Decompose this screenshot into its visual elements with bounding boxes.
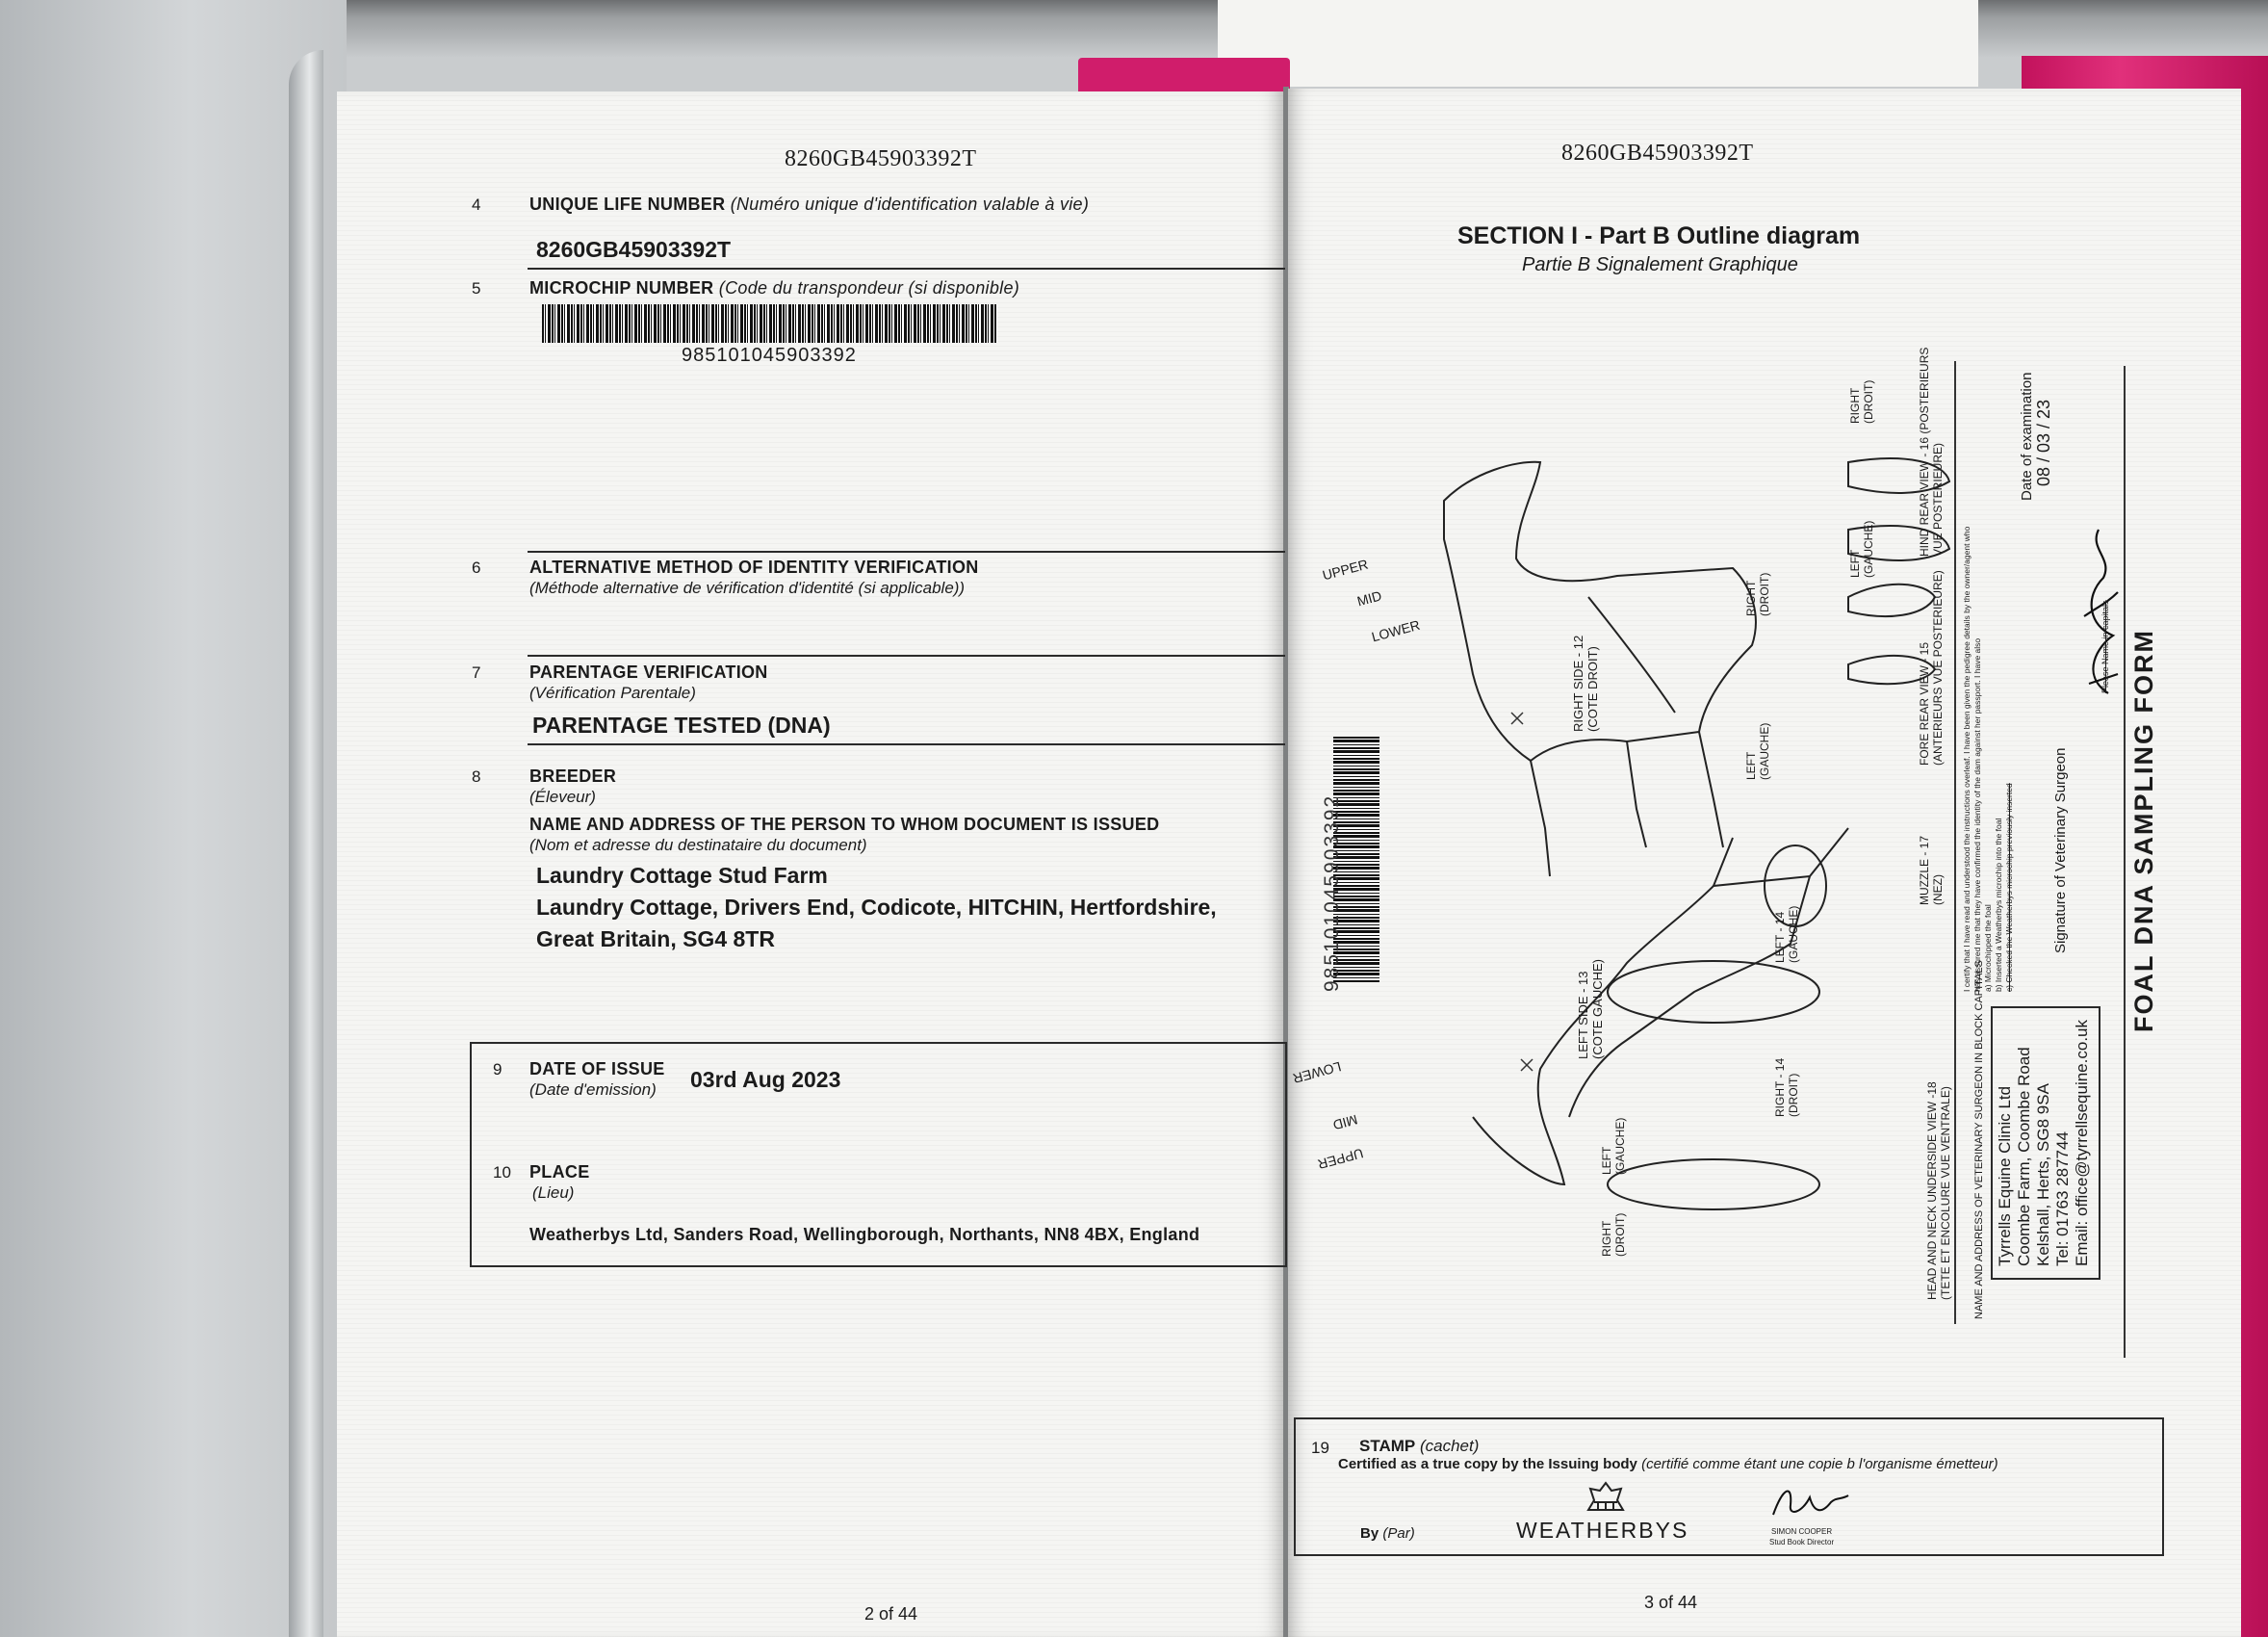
divider bbox=[528, 655, 1285, 657]
alt-identity-label: ALTERNATIVE METHOD OF IDENTITY VERIFICATION bbox=[529, 558, 979, 577]
section-number: 4 bbox=[472, 195, 481, 214]
certified-copy-text: Certified as a true copy by the Issuing body (certifié comme étant une copie b l'organisme émetteur) bbox=[1338, 1456, 1998, 1472]
divider bbox=[528, 551, 1285, 553]
unique-life-number-value: 8260GB45903392T bbox=[536, 237, 732, 262]
date-of-issue-label-fr: (Date d'emission) bbox=[529, 1080, 657, 1099]
label-right-fore: RIGHT (DROIT) bbox=[1744, 572, 1771, 616]
vet-address bbox=[1996, 1020, 2092, 1266]
divider bbox=[528, 743, 1285, 745]
date-of-examination-label: Date of examination bbox=[2019, 372, 2035, 501]
section-subtitle: Partie B Signalement Graphique bbox=[1522, 254, 1798, 275]
recipient-label-fr: (Nom et adresse du destinataire du document) bbox=[529, 836, 867, 854]
unique-life-number-label: UNIQUE LIFE NUMBER (Numéro unique d'identification valable à vie) bbox=[529, 195, 1090, 214]
parentage-verification-value: PARENTAGE TESTED (DNA) bbox=[532, 713, 831, 738]
section-number: 5 bbox=[472, 279, 481, 298]
form-title: FOAL DNA SAMPLING FORM bbox=[2129, 629, 2158, 1032]
head-views bbox=[1608, 845, 1826, 1209]
annotation-marks bbox=[1511, 713, 1533, 1071]
place-label: PLACE bbox=[529, 1162, 590, 1182]
label-left-14: LEFT - 14 (GAUCHE) bbox=[1773, 905, 1800, 963]
microchip-number-label: MICROCHIP NUMBER (Code du transpondeur (si disponible) bbox=[529, 278, 1020, 298]
label-mid: MID bbox=[1355, 587, 1383, 610]
by-label: By (Par) bbox=[1360, 1525, 1415, 1542]
section-number: 8 bbox=[472, 767, 481, 786]
label-head-neck: HEAD AND NECK UNDERSIDE VIEW -18 (TETE ET ENCOLURE VUE VENTRALE) bbox=[1925, 1081, 1952, 1300]
microchip-barcode-number: 985101045903392 bbox=[682, 345, 857, 366]
vet-email: Email: office@tyrrellsequine.co.uk bbox=[2073, 1020, 2091, 1266]
section-number: 9 bbox=[493, 1060, 503, 1078]
vet-signature-label: Signature of Veterinary Surgeon bbox=[2052, 747, 2069, 953]
vet-column-rule bbox=[1954, 361, 1956, 1324]
section-number: 7 bbox=[472, 663, 481, 682]
recipient-label: NAME AND ADDRESS OF THE PERSON TO WHOM DOCUMENT IS ISSUED bbox=[529, 815, 1160, 834]
label-muzzle: MUZZLE - 17 (NEZ) bbox=[1918, 835, 1945, 905]
vet-printed-name-label: Please Name in capitals bbox=[2100, 600, 2110, 693]
label-upper-2: UPPER bbox=[1316, 1145, 1365, 1173]
vet-clinic: Tyrrells Equine Clinic Ltd bbox=[1996, 1085, 2014, 1266]
place-value: Weatherbys Ltd, Sanders Road, Wellingborough, Northants, NN8 4BX, England bbox=[529, 1225, 1200, 1244]
section-number: 19 bbox=[1311, 1439, 1329, 1457]
horse-left-side bbox=[1473, 828, 1848, 1184]
vet-block-label: NAME AND ADDRESS OF VETERINARY SURGEON IN BLOCK CAPITALS bbox=[1973, 960, 1985, 1319]
label-hind-rear: HIND REAR VIEW - 16 (POSTERIEURS VUE POSTERIEURE) bbox=[1918, 347, 1945, 557]
date-of-issue-label: DATE OF ISSUE bbox=[529, 1059, 665, 1078]
date-of-issue-value: 03rd Aug 2023 bbox=[690, 1067, 841, 1092]
label-mid-2: MID bbox=[1331, 1111, 1359, 1133]
label-right-14: RIGHT - 14 (DROIT) bbox=[1773, 1057, 1800, 1117]
weatherbys-crest-icon bbox=[1586, 1481, 1625, 1516]
label-right-head: RIGHT (DROIT) bbox=[1600, 1212, 1627, 1257]
breeder-name: Laundry Cottage Stud Farm bbox=[536, 863, 828, 888]
page-number-right: 3 of 44 bbox=[1644, 1593, 1698, 1612]
place-label-fr: (Lieu) bbox=[532, 1183, 575, 1202]
breeder-label: BREEDER bbox=[529, 767, 617, 786]
label-left-head: LEFT (GAUCHE) bbox=[1600, 1117, 1627, 1175]
label-lower-2: LOWER bbox=[1291, 1058, 1343, 1087]
label-right-side: RIGHT SIDE - 12 (COTE DROIT) bbox=[1571, 635, 1600, 732]
section-number: 10 bbox=[493, 1163, 511, 1182]
section-number: 6 bbox=[472, 559, 481, 577]
stamp-label: STAMP (cachet) bbox=[1359, 1437, 1480, 1455]
microchip-barcode bbox=[542, 304, 997, 343]
pink-cover-edge bbox=[1078, 58, 1290, 96]
label-left-side: LEFT SIDE - 13 (COTE GAUCHE) bbox=[1576, 959, 1605, 1059]
parentage-verification-label: PARENTAGE VERIFICATION bbox=[529, 663, 768, 682]
alt-identity-label-fr: (Méthode alternative de vérification d'identité (si applicable)) bbox=[529, 579, 966, 597]
vet-signature bbox=[2070, 510, 2126, 703]
breeder-address-line1: Laundry Cottage, Drivers End, Codicote, HITCHIN, Hertfordshire, bbox=[536, 895, 1217, 920]
breeder-label-fr: (Éleveur) bbox=[529, 788, 596, 806]
issuer-title: Stud Book Director bbox=[1769, 1538, 1835, 1546]
weatherbys-brand: WEATHERBYS bbox=[1516, 1518, 1689, 1543]
parentage-verification-label-fr: (Vérification Parentale) bbox=[529, 684, 696, 702]
paper-tab bbox=[1218, 0, 1978, 87]
vet-certification-text: I certify that I have read and understood the instructions overleaf. I have been given the pedigree details by the owner/agent who has assured me that they have confirmed the identity of the dam against her passport. I have also a) Microchipped the foal b) Inserted a Weatherbys microchip into the foal c) Checked the Weatherbys microchip previously inserted bbox=[1962, 526, 2014, 992]
section-title: SECTION I - Part B Outline diagram bbox=[1457, 222, 1861, 249]
divider bbox=[528, 268, 1285, 270]
vet-tel: Tel: 01763 287744 bbox=[2053, 1131, 2072, 1266]
page-number-left: 2 of 44 bbox=[864, 1604, 918, 1624]
label-left-fore: LEFT (GAUCHE) bbox=[1744, 722, 1771, 780]
label-fore-rear: FORE REAR VIEW - 15 (ANTERIEURS VUE POSTERIEURE) bbox=[1918, 570, 1945, 766]
issuer-signature bbox=[1764, 1478, 1850, 1526]
page-serial: 8260GB45903392T bbox=[785, 146, 977, 171]
label-right-hind: RIGHT (DROIT) bbox=[1848, 379, 1875, 424]
page-serial-right: 8260GB45903392T bbox=[1561, 141, 1754, 166]
vet-town: Kelshall, Herts, SG8 9SA bbox=[2034, 1083, 2052, 1266]
vertical-barcode-number: 985101045903392 bbox=[1321, 793, 1343, 992]
vet-road: Coombe Farm, Coombe Road bbox=[2015, 1047, 2033, 1266]
label-upper: UPPER bbox=[1321, 556, 1370, 584]
breeder-address-line2: Great Britain, SG4 8TR bbox=[536, 926, 775, 951]
issuer-name: SIMON COOPER bbox=[1771, 1527, 1833, 1536]
label-left-hind: LEFT (GAUCHE) bbox=[1848, 520, 1875, 578]
plastic-sleeve bbox=[289, 50, 323, 1637]
label-lower: LOWER bbox=[1370, 616, 1422, 645]
date-of-examination-value: 08 / 03 / 23 bbox=[2034, 399, 2053, 486]
